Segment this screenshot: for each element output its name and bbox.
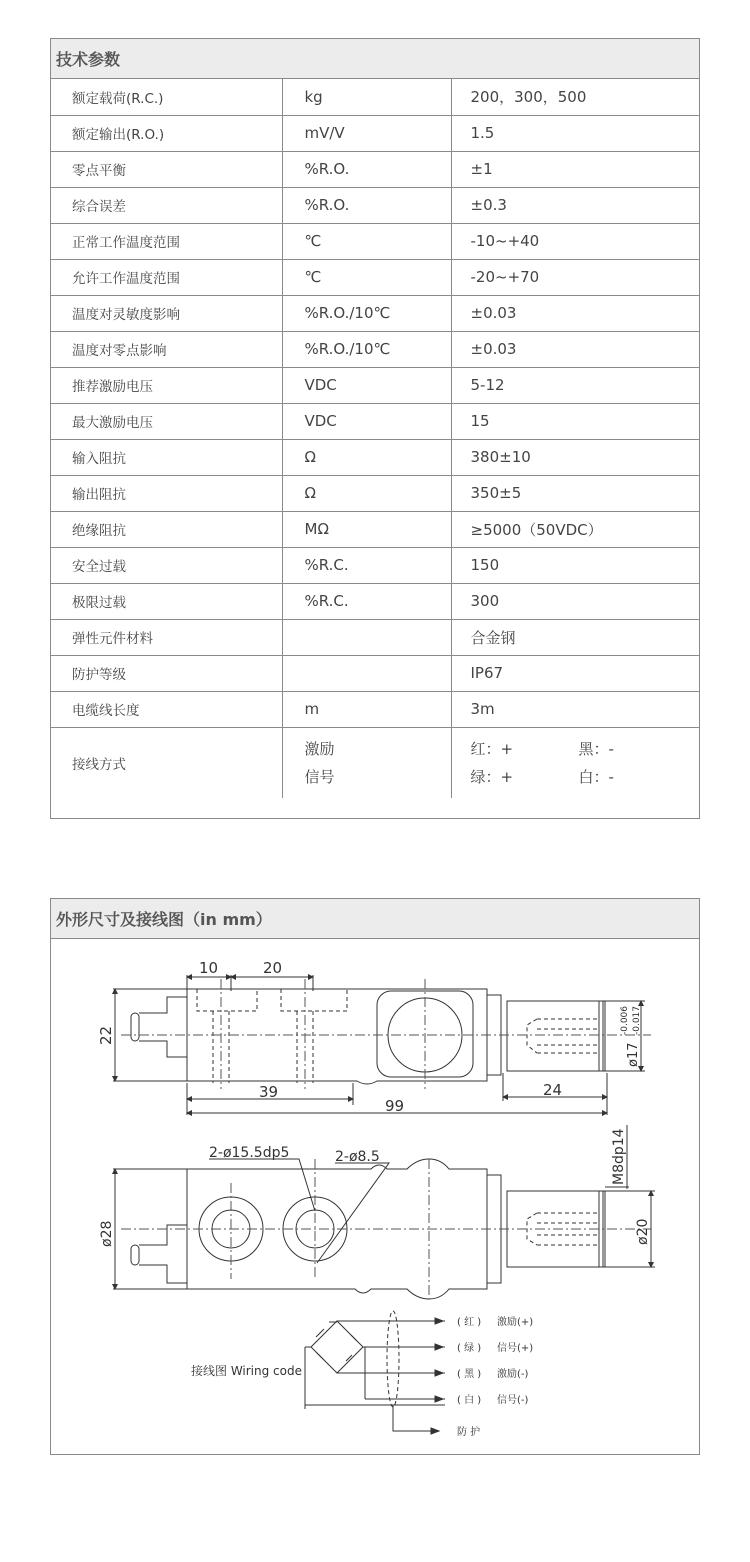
spec-row [51, 403, 699, 439]
spec-value-cell: 合金钢 [451, 619, 699, 655]
wire-2-color: ( 绿 ) [457, 1343, 482, 1354]
dim-phi17-label: ø17 [626, 1042, 641, 1067]
spec-row [51, 619, 699, 655]
spec-param-cell: 额定载荷(R.C.) [72, 90, 164, 107]
spec-param-cell: 最大激励电压 [51, 403, 282, 439]
wire-polarity: 绿：+ [470, 767, 514, 786]
spec-value-cell: 150 [451, 547, 699, 583]
hole-b-label: 2-ø8.5 [335, 1149, 380, 1165]
cable-end-side [139, 1225, 187, 1283]
spec-unit-cell: %R.C. [282, 547, 451, 583]
spec-value-cell: IP67 [451, 655, 699, 691]
spec-value-cell: ≥5000（50VDC） [451, 511, 699, 547]
cable-end-top [139, 997, 187, 1057]
dim-22-label: 22 [97, 1025, 115, 1045]
wire-polarity: 黑：- [578, 739, 614, 758]
spec-value-cell: 15 [451, 403, 699, 439]
end-flange-top [599, 1001, 605, 1071]
spec-row [51, 331, 699, 367]
cable-tip-side [131, 1245, 139, 1265]
wiring-unit-line: 信号 [304, 767, 335, 786]
spec-row [51, 79, 699, 115]
spec-value-cell: 5-12 [451, 367, 699, 403]
wire-3-color: ( 黑 ) [457, 1369, 482, 1380]
spec-unit-cell: %R.O./10℃ [282, 295, 451, 331]
spec-row [51, 187, 699, 223]
wire-polarity: 红：+ [470, 739, 514, 758]
spec-unit-cell [282, 619, 451, 655]
spec-param-cell: 推荐激励电压 [51, 367, 282, 403]
dimensions-panel [50, 898, 700, 1455]
side-view [113, 1125, 655, 1299]
dim-phi20-label: ø20 [635, 1218, 651, 1245]
wire-4-color: ( 白 ) [457, 1395, 482, 1406]
spec-value-cell: -10~+40 [451, 223, 699, 259]
wire-2-signal: 信号(+) [497, 1343, 534, 1354]
spec-param-cell: 绝缘阻抗 [51, 511, 282, 547]
spec-value-cell: ±0.03 [451, 331, 699, 367]
spec-row [51, 511, 699, 547]
wiring-value-cell [451, 727, 699, 798]
beam-body-top [187, 989, 487, 1084]
spec-row [51, 691, 699, 727]
wiring-unit-cell [282, 727, 451, 798]
spec-row [51, 259, 699, 295]
spec-param-cell: 电缆线长度 [51, 691, 282, 727]
spec-value-cell: ±0.03 [451, 295, 699, 331]
spec-row [51, 583, 699, 619]
spec-unit-cell [282, 655, 451, 691]
spec-title: 技术参数 [51, 39, 699, 79]
wiring-code-label: 接线图 Wiring code [191, 1364, 302, 1378]
spec-value-cell: 300 [451, 583, 699, 619]
cable-tip-top [131, 1013, 139, 1041]
thread-label: M8dp14 [611, 1128, 627, 1185]
spec-unit-cell: VDC [282, 403, 451, 439]
spec-unit-cell: ℃ [282, 259, 451, 295]
spec-param-cell: 允许工作温度范围 [51, 259, 282, 295]
dimension-drawing [51, 939, 699, 1454]
top-view [113, 975, 651, 1115]
spec-param-cell: 安全过载 [51, 547, 282, 583]
wiring-unit-line: 激励 [304, 739, 335, 758]
spec-value-cell: 3m [451, 691, 699, 727]
spec-param-cell: 弹性元件材料 [51, 619, 282, 655]
spec-param-cell: 温度对灵敏度影响 [51, 295, 282, 331]
spec-param-cell: 防护等级 [51, 655, 282, 691]
dim-39-label: 39 [259, 1083, 279, 1101]
spec-row [51, 223, 699, 259]
dim-24-label: 24 [543, 1081, 563, 1099]
tol-lower-label: -0.017 [632, 1005, 642, 1035]
spec-param-cell: 输入阻抗 [51, 439, 282, 475]
spec-unit-cell: Ω [282, 439, 451, 475]
wire-1-color: ( 红 ) [457, 1317, 482, 1328]
spec-unit-cell: %R.O. [282, 187, 451, 223]
spec-row [51, 439, 699, 475]
spec-param-cell: 温度对零点影响 [51, 331, 282, 367]
spec-param-cell: 额定输出(R.O.) [51, 115, 282, 151]
dim-20-label: 20 [263, 959, 283, 977]
wire-4-signal: 信号(-) [497, 1395, 529, 1406]
dim-99-label: 99 [385, 1097, 405, 1115]
dim-phi28-label: ø28 [99, 1220, 115, 1247]
spec-row-wiring [51, 727, 699, 798]
wire-1-signal: 激励(+) [497, 1317, 534, 1328]
wiring-diagram [305, 1311, 445, 1434]
spec-unit-cell: %R.O./10℃ [282, 331, 451, 367]
spec-unit-cell: Ω [282, 475, 451, 511]
hole-a-label: 2-ø15.5dp5 [209, 1145, 290, 1161]
spec-param-cell: 正常工作温度范围 [51, 223, 282, 259]
spec-row [51, 547, 699, 583]
spec-row [51, 115, 699, 151]
wiring-value-line [471, 763, 700, 791]
spec-table [51, 79, 699, 798]
spec-value-cell: 350±5 [451, 475, 699, 511]
spec-value-cell: 380±10 [451, 439, 699, 475]
spec-unit-cell: kg [282, 79, 451, 115]
wire-polarity: 白：- [578, 767, 614, 786]
end-connector-top [507, 1001, 603, 1071]
spec-unit-cell: mV/V [282, 115, 451, 151]
tol-upper-label: -0.006 [620, 1005, 630, 1035]
dim-10-label: 10 [199, 959, 219, 977]
dimensions-title: 外形尺寸及接线图（in mm） [51, 899, 699, 939]
spec-row [51, 295, 699, 331]
spec-unit-cell: ℃ [282, 223, 451, 259]
spec-row [51, 151, 699, 187]
spec-value-cell: ±0.3 [451, 187, 699, 223]
shield-label: 防 护 [457, 1427, 481, 1438]
spec-value-cell: 200，300，500 [451, 79, 699, 115]
spec-unit-cell: %R.O. [282, 151, 451, 187]
wire-3-signal: 激励(-) [497, 1369, 529, 1380]
spec-param-cell: 零点平衡 [51, 151, 282, 187]
spec-value-cell: -20~+70 [451, 259, 699, 295]
wiring-value-line [471, 735, 700, 763]
cable-shield [387, 1311, 399, 1407]
spec-value-cell: 1.5 [451, 115, 699, 151]
spec-unit-cell: MΩ [282, 511, 451, 547]
wiring-param-cell: 接线方式 [51, 727, 282, 798]
spec-row [51, 367, 699, 403]
spec-panel [50, 38, 700, 819]
spec-unit-cell: VDC [282, 367, 451, 403]
spec-unit-cell: %R.C. [282, 583, 451, 619]
bridge-circuit [311, 1321, 363, 1373]
spec-param-cell: 综合误差 [51, 187, 282, 223]
spec-value-cell: ±1 [451, 151, 699, 187]
spec-row [51, 655, 699, 691]
spec-param-cell: 输出阻抗 [51, 475, 282, 511]
spec-param-cell: 极限过载 [51, 583, 282, 619]
spec-row [51, 475, 699, 511]
spec-unit-cell: m [282, 691, 451, 727]
